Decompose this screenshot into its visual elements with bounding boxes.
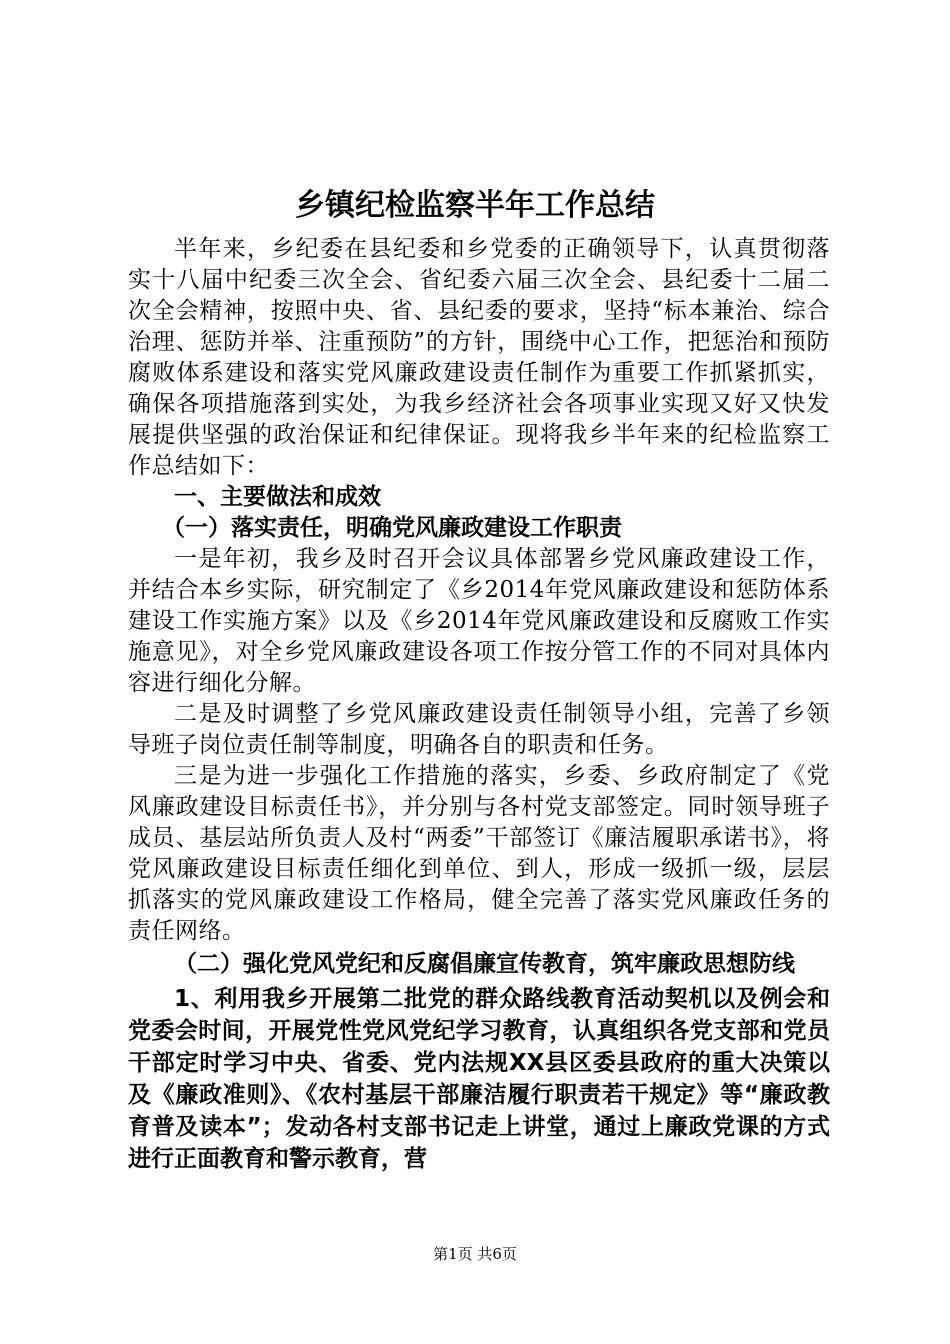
body-paragraph: 一是年初，我乡及时召开会议具体部署乡党风廉政建设工作，并结合本乡实际，研究制定了《乡2014年党风廉政建设和惩防体系建设工作实施方案》以及《乡2014年党风廉政建设和反腐败工作实施意见》，对全乡党风廉政建设各项工作按分管工作的不同对具体内容进行细化分解。 bbox=[128, 546, 830, 696]
page-number-footer: 第1页 共6页 bbox=[433, 1245, 517, 1263]
subsection-heading-2: （二）强化党风党纪和反腐倡廉宣传教育，筑牢廉政思想防线 bbox=[174, 951, 795, 977]
subsection-heading-1: （一）落实责任，明确党风廉政建设工作职责 bbox=[162, 515, 622, 541]
body-paragraph: 三是为进一步强化工作措施的落实，乡委、乡政府制定了《党风廉政建设目标责任书》，并分别与各村党支部签定。同时领导班子成员、基层站所负责人及村“两委”干部签订《廉洁履职承诺书》，将党风廉政建设目标责任细化到单位、到人，形成一级抓一级，层层抓落实的党风廉政建设工作格局，健全完善了落实党风廉政任务的责任网络。 bbox=[128, 763, 830, 944]
intro-paragraph: 半年来，乡纪委在县纪委和乡党委的正确领导下，认真贯彻落实十八届中纪委三次全会、省纪委六届三次全会、县纪委十二届二次全会精神，按照中央、省、县纪委的要求，坚持“标本兼治、综合治理、惩防并举、注重预防”的方针，围绕中心工作，把惩治和预防腐败体系建设和落实党风廉政建设责任制作为重要工作抓紧抓实，确保各项措施落到实处，为我乡经济社会各项事业实现又好又快发展提供坚强的政治保证和纪律保证。现将我乡半年来的纪检监察工作总结如下： bbox=[128, 236, 830, 479]
body-paragraph-bold: 1、利用我乡开展第二批党的群众路线教育活动契机以及例会和党委会时间，开展党性党风党纪学习教育，认真组织各党支部和党员干部定时学习中央、省委、党内法规XX县区委县政府的重大决策以及《廉政准则》、《农村基层干部廉洁履行职责若干规定》等“廉政教育普及读本”；发动各村支部书记走上讲堂，通过上廉政党课的方式进行正面教育和警示教育，营 bbox=[128, 986, 830, 1172]
document-title: 乡镇纪检监察半年工作总结 bbox=[295, 188, 655, 223]
document-body bbox=[128, 234, 830, 1175]
section-heading-1: 一、主要做法和成效 bbox=[174, 484, 381, 510]
body-paragraph: 二是及时调整了乡党风廉政建设责任制领导小组，完善了乡领导班子岗位责任制等制度，明确各自的职责和任务。 bbox=[128, 701, 830, 758]
